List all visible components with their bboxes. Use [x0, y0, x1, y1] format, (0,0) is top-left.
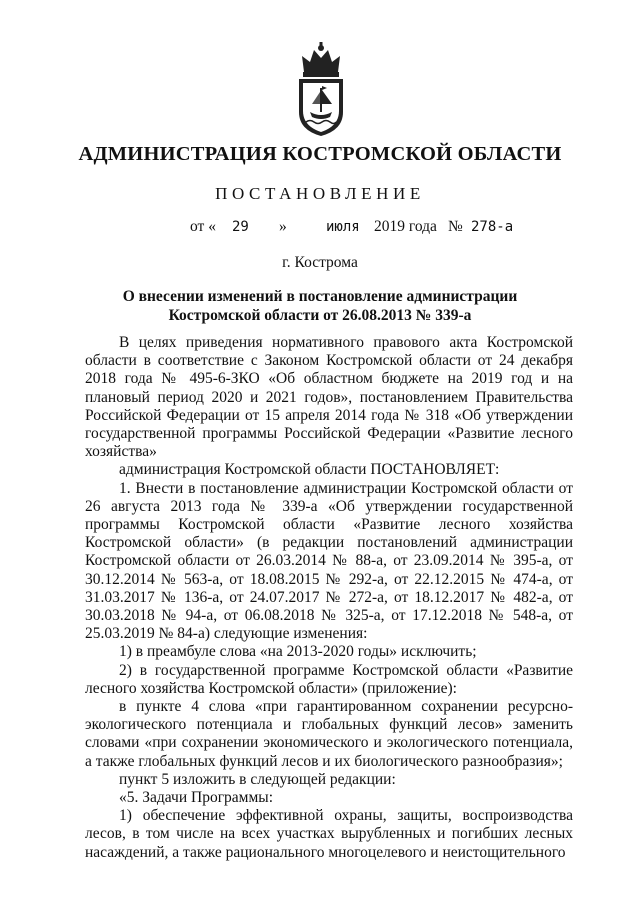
date-year: 2019 года — [374, 218, 437, 235]
date-month: июля — [326, 219, 360, 235]
organization-title: АДМИНИСТРАЦИЯ КОСТРОМСКОЙ ОБЛАСТИ — [78, 143, 562, 165]
subject-line-1: О внесении изменений в постановление администрации — [122, 288, 518, 305]
paragraph-preamble: В целях приведения нормативного правового акта Костромской области в соответствие с Законом Костромской области от 24 декабря 2018 года № 495-6-ЗКО «Об областном бюджете на 2019 год и на плановый период 2020 и 2021 годов», постановлением Правительства Российской Федерации от 15 апреля 2014 года № 318 «Об утверждении государственной программы Российской Федерации «Развитие лесного хозяйства» — [85, 334, 573, 461]
paragraph-point-4: в пункте 4 слова «при гарантированном сохранении ресурсно-экологического потенциала и глобальных функций лесов» заменить словами «при сохранении экономического и экологического потенциала, а также глобальных функций лесов и их биологического разнообразия»; — [85, 698, 573, 770]
paragraph-tasks-heading: «5. Задачи Программы: — [119, 789, 274, 807]
document-number: 278-а — [471, 219, 514, 235]
coat-of-arms-emblem — [290, 42, 352, 138]
subject-line-2: Костромской области от 26.08.2013 № 339-а — [168, 307, 472, 324]
date-prefix: от « — [190, 218, 216, 235]
date-line — [0, 218, 640, 240]
number-prefix: № — [448, 218, 463, 235]
paragraph-task-1: 1) обеспечение эффективной охраны, защиты, воспроизводства лесов, в том числе на всех участках вырубленных и погибших лесных насаждений, а также рационального многоцелевого и неистощительного — [85, 807, 573, 861]
date-quote-close: » — [279, 218, 287, 235]
document-body — [85, 334, 573, 862]
document-type-title: ПОСТАНОВЛЕНИЕ — [215, 184, 425, 203]
paragraph-subitem-2: 2) в государственной программе Костромской области «Развитие лесного хозяйства Костромской области» (приложение): — [85, 661, 573, 697]
city: г. Кострома — [282, 254, 358, 271]
paragraph-point-5: пункт 5 изложить в следующей редакции: — [119, 770, 396, 788]
paragraph-resolves: администрация Костромской области ПОСТАНОВЛЯЕТ: — [119, 461, 500, 479]
document-subject — [60, 287, 580, 325]
paragraph-subitem-1: 1) в преамбуле слова «на 2013-2020 годы» исключить; — [119, 643, 477, 661]
date-day: 29 — [232, 219, 249, 235]
paragraph-item-1: 1. Внести в постановление администрации Костромской области от 26 августа 2013 года № 339-а «Об утверждении государственной программы Костромской области «Развитие лесного хозяйства Костромской области» (в редакции постановлений администрации Костромской области от 26.03.2014 № 88-а, от 23.09.2014 № 395-а, от 30.12.2014 № 563-а, от 18.08.2015 № 292-а, от 22.12.2015 № 474-а, от 31.03.2017 № 136-а, от 24.07.2017 № 272-а, от 18.12.2017 № 482-а, от 30.03.2018 № 94-а, от 06.08.2018 № 325-а, от 17.12.2018 № 548-а, от 25.03.2019 № 84-а) следующие изменения: — [85, 479, 573, 643]
